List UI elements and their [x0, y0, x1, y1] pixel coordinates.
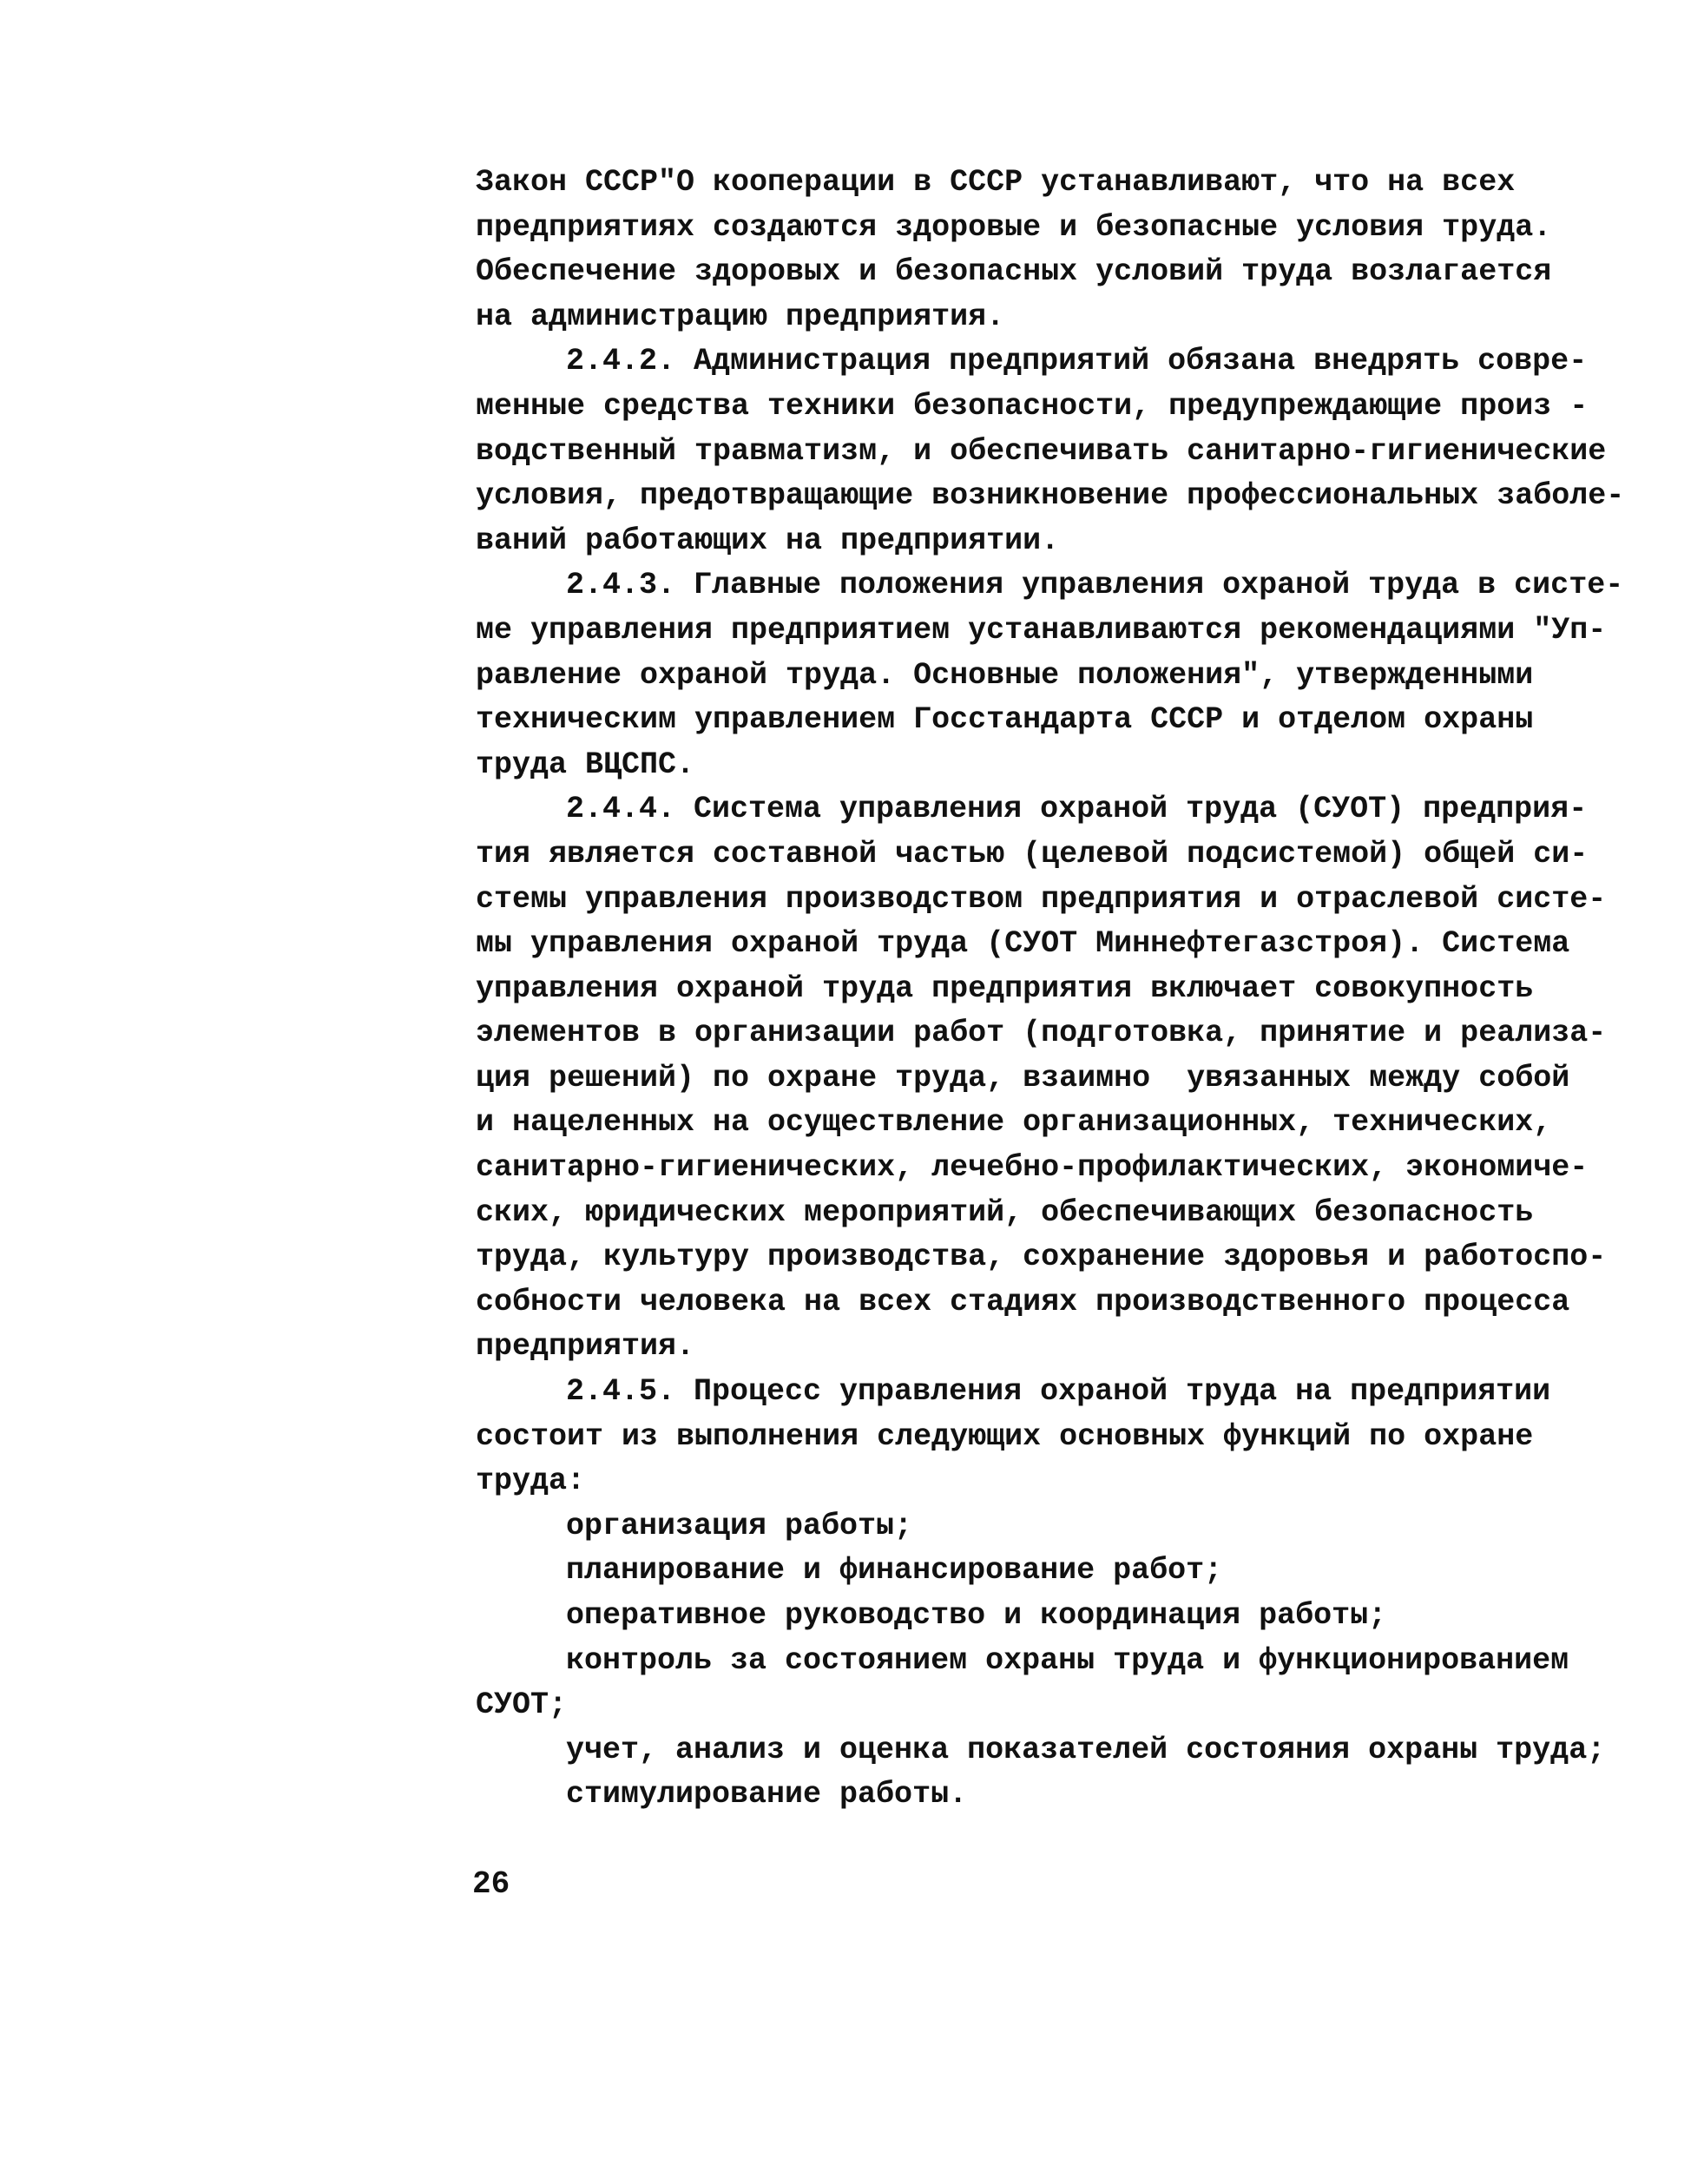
text-line: техническим управлением Госстандарта СССР и отделом охраны [476, 702, 1534, 738]
text-line: управления охраной труда предприятия включает совокупность [476, 970, 1534, 1006]
text-line: условия, предотвращающие возникновение профессиональных заболе- [476, 478, 1625, 514]
text-line: стимулирование работы. [566, 1777, 968, 1812]
text-line: учет, анализ и оценка показателей состояния охраны труда; [566, 1732, 1606, 1767]
text-line: контроль за состоянием охраны труда и функционированием [566, 1642, 1569, 1678]
text-line: элементов в организации работ (подготовка, принятие и реализа- [476, 1016, 1607, 1051]
text-line: 2.4.5. Процесс управления охраной труда на предприятии [566, 1374, 1551, 1410]
text-line: ме управления предприятием устанавливаются рекомендациями "Уп- [476, 612, 1607, 648]
text-line: мы управления охраной труда (СУОТ Миннефтегазстроя). Система [476, 926, 1570, 962]
text-line: 2.4.2. Администрация предприятий обязана внедрять совре- [566, 344, 1588, 379]
text-line: предприятия. [476, 1329, 695, 1365]
text-line: 2.4.4. Система управления охраной труда (СУОТ) предприя- [566, 792, 1588, 827]
text-line: и нацеленных на осуществление организационных, технических, [476, 1105, 1552, 1141]
text-line: санитарно-гигиенических, лечебно-профилактических, экономиче- [476, 1150, 1589, 1186]
text-line: менные средства техники безопасности, предупреждающие произ - [476, 388, 1589, 424]
text-line: 2.4.3. Главные положения управления охраной труда в систе- [566, 568, 1624, 603]
body-text [476, 161, 1625, 1818]
text-line: водственный травматизм, и обеспечивать санитарно-гигиенические [476, 433, 1607, 469]
text-line: стемы управления производством предприятия и отраслевой систе- [476, 881, 1607, 917]
text-line: ваний работающих на предприятии. [476, 523, 1060, 558]
text-line: состоит из выполнения следующих основных функций по охране [476, 1418, 1534, 1454]
text-line: предприятиях создаются здоровые и безопасные условия труда. [476, 209, 1552, 245]
text-line: Закон СССР"О кооперации в СССР устанавливают, что на всех [476, 165, 1516, 200]
text-line: ция решений) по охране труда, взаимно увязанных между собой [476, 1060, 1570, 1095]
text-line: собности человека на всех стадиях производственного процесса [476, 1284, 1570, 1319]
text-line: на администрацию предприятия. [476, 299, 1005, 334]
text-line: ских, юридических мероприятий, обеспечивающих безопасность [476, 1194, 1534, 1230]
text-line: равление охраной труда. Основные положения", утвержденными [476, 657, 1534, 693]
text-line: тия является составной частью (целевой подсистемой) общей си- [476, 836, 1589, 872]
text-line: СУОТ; [476, 1687, 568, 1723]
text-line: Обеспечение здоровых и безопасных условий труда возлагается [476, 254, 1552, 290]
text-line: планирование и финансирование работ; [566, 1553, 1223, 1589]
text-line: труда: [476, 1464, 586, 1499]
text-line: организация работы; [566, 1508, 913, 1543]
text-line: труда ВЦСПС. [476, 747, 695, 782]
text-line: труда, культуру производства, сохранение здоровья и работоспо- [476, 1240, 1607, 1275]
text-line: оперативное руководство и координация работы; [566, 1598, 1387, 1633]
page-number: 26 [472, 1866, 510, 1902]
